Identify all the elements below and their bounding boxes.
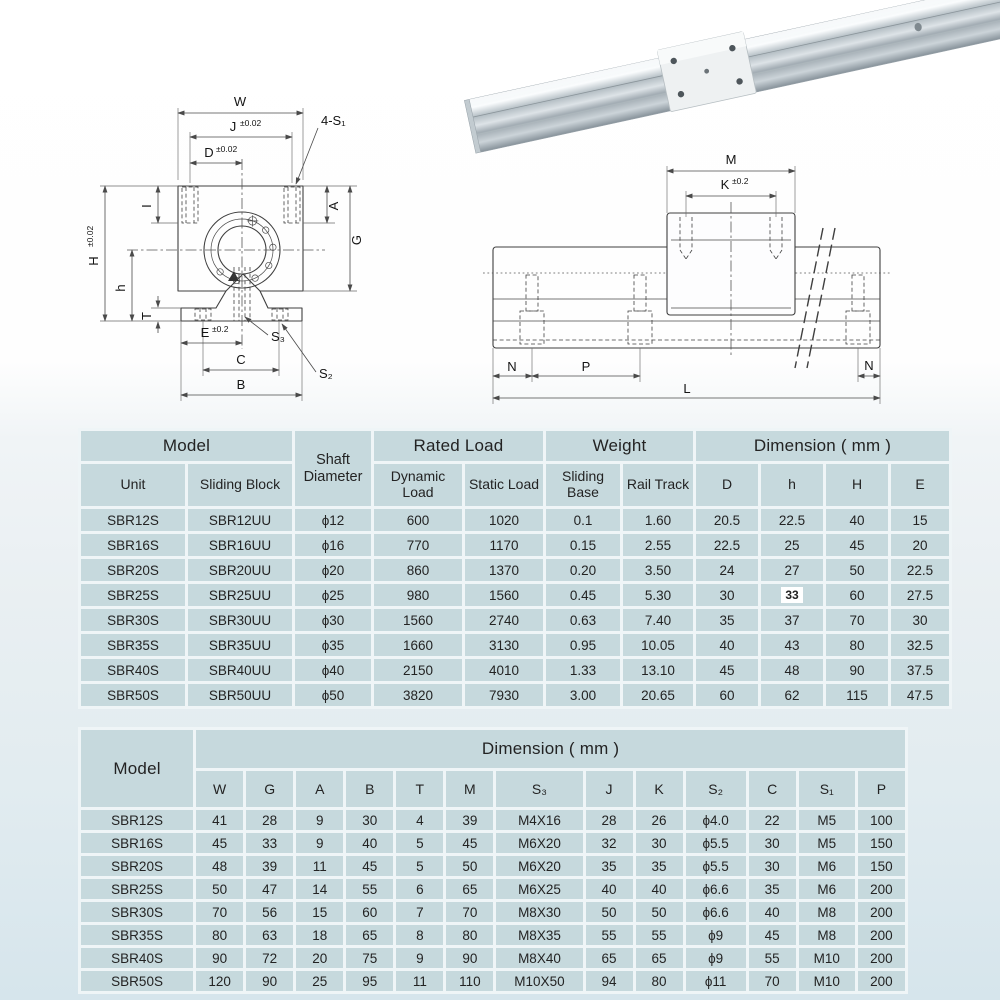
value-cell: 4 [396, 810, 443, 830]
value-cell: 5 [396, 856, 443, 876]
dim-label-a: A [326, 201, 341, 211]
dims-header-model: Model [81, 730, 193, 807]
value-cell: 30 [636, 833, 683, 853]
value-cell: ϕ4.0 [686, 810, 746, 830]
table-row [81, 609, 949, 631]
value-cell: 18 [296, 925, 343, 945]
value-cell: 22.5 [696, 534, 758, 556]
value-cell: 0.95 [546, 634, 620, 656]
table-row [81, 833, 905, 853]
value-cell: 8 [396, 925, 443, 945]
dimension-table-body [81, 810, 905, 991]
value-cell: 1.33 [546, 659, 620, 681]
value-cell: 40 [826, 509, 888, 531]
value-cell: 7930 [465, 684, 543, 706]
value-cell: 27.5 [891, 584, 949, 606]
value-cell: 80 [446, 925, 493, 945]
table-row [81, 584, 949, 606]
patched-value: 33 [781, 587, 802, 603]
model-cell: SBR35S [81, 634, 185, 656]
value-cell: 3.50 [623, 559, 693, 581]
model-cell: SBR20S [81, 856, 193, 876]
value-cell: 65 [446, 879, 493, 899]
dims-header-c: C [749, 771, 796, 807]
value-cell: 80 [636, 971, 683, 991]
dims-header-s2: S₂ [686, 771, 746, 807]
value-cell: 43 [761, 634, 823, 656]
dims-header-dimension: Dimension ( mm ) [196, 730, 905, 768]
value-cell: 1.60 [623, 509, 693, 531]
value-cell: 40 [696, 634, 758, 656]
value-cell: 1560 [465, 584, 543, 606]
table-row [81, 659, 949, 681]
value-cell: 110 [446, 971, 493, 991]
model-cell: SBR50S [81, 971, 193, 991]
value-cell: 90 [826, 659, 888, 681]
dimension-lines [105, 113, 350, 395]
table-row [81, 634, 949, 656]
value-cell: 200 [858, 879, 905, 899]
value-cell: 9 [296, 833, 343, 853]
dims-header-k: K [636, 771, 683, 807]
dims-header-b: B [346, 771, 393, 807]
value-cell: 5.30 [623, 584, 693, 606]
value-cell: 9 [396, 948, 443, 968]
dims-header-w: W [196, 771, 243, 807]
value-cell: 13.10 [623, 659, 693, 681]
dims-header-g: G [246, 771, 293, 807]
value-cell: 94 [586, 971, 633, 991]
model-cell: SBR50S [81, 684, 185, 706]
value-cell: 35 [749, 879, 796, 899]
value-cell: ϕ9 [686, 925, 746, 945]
table-row [81, 948, 905, 968]
value-cell: 30 [749, 856, 796, 876]
model-cell: SBR12S [81, 509, 185, 531]
spec-header-static-load: Static Load [465, 464, 543, 506]
value-cell: 35 [636, 856, 683, 876]
value-cell: 45 [696, 659, 758, 681]
value-cell: ϕ5.5 [686, 856, 746, 876]
break-line-2 [807, 228, 835, 368]
value-cell: 55 [636, 925, 683, 945]
value-cell: 200 [858, 948, 905, 968]
block-base-outline [181, 291, 302, 321]
dim-label-d: D [204, 145, 214, 160]
value-cell: 100 [858, 810, 905, 830]
spec-header-h-upper: H [826, 464, 888, 506]
bearing-balls [217, 227, 276, 284]
spec-header-d: D [696, 464, 758, 506]
spec-header-rail-track: Rail Track [623, 464, 693, 506]
table-row [81, 509, 949, 531]
value-cell: ϕ12 [295, 509, 371, 531]
value-cell: 0.20 [546, 559, 620, 581]
dim-label-b: B [236, 377, 246, 392]
value-cell: SBR50UU [188, 684, 292, 706]
value-cell: 2740 [465, 609, 543, 631]
value-cell: 50 [446, 856, 493, 876]
dim-label-l: L [683, 381, 691, 396]
dim-label-4s1: 4-S₁ [321, 113, 346, 128]
spec-header-dynamic-load: Dynamic Load [374, 464, 462, 506]
value-cell: M6 [799, 879, 855, 899]
table-row [81, 534, 949, 556]
spec-header-row-2 [81, 464, 949, 506]
value-cell: 70 [196, 902, 243, 922]
dim-label-i: I [139, 204, 154, 208]
value-cell: 60 [346, 902, 393, 922]
value-cell: 2.55 [623, 534, 693, 556]
value-cell: 65 [346, 925, 393, 945]
rail-side-view-diagram [475, 140, 1000, 410]
value-cell: 48 [196, 856, 243, 876]
value-cell: 45 [346, 856, 393, 876]
value-cell: 115 [826, 684, 888, 706]
value-cell: 50 [586, 902, 633, 922]
value-cell: SBR16UU [188, 534, 292, 556]
value-cell: 30 [749, 833, 796, 853]
model-cell: SBR40S [81, 948, 193, 968]
dim-label-k: K [720, 177, 730, 192]
value-cell: SBR20UU [188, 559, 292, 581]
break-line [795, 228, 823, 368]
dim-label-p: P [581, 359, 591, 374]
value-cell: M8X35 [496, 925, 582, 945]
value-cell: 120 [196, 971, 243, 991]
value-cell: 70 [446, 902, 493, 922]
value-cell: SBR12UU [188, 509, 292, 531]
value-cell: 56 [246, 902, 293, 922]
value-cell: 35 [696, 609, 758, 631]
spec-table-body [81, 509, 949, 706]
top-bolt-holes [182, 187, 300, 223]
model-cell: SBR40S [81, 659, 185, 681]
base-bolt-holes [195, 308, 288, 321]
dim-tol-d: ±0.02 [216, 144, 238, 154]
value-cell: 60 [696, 684, 758, 706]
value-cell: 33 [246, 833, 293, 853]
value-cell: 1370 [465, 559, 543, 581]
value-cell: 28 [586, 810, 633, 830]
dims-header-row-2 [81, 771, 905, 807]
value-cell: 72 [246, 948, 293, 968]
value-cell: 50 [196, 879, 243, 899]
value-cell: 55 [749, 948, 796, 968]
value-cell: M6X25 [496, 879, 582, 899]
value-cell: 20.65 [623, 684, 693, 706]
value-cell: 37 [761, 609, 823, 631]
value-cell: 15 [891, 509, 949, 531]
dimension-table [78, 727, 908, 994]
value-cell: 2150 [374, 659, 462, 681]
ball-target-mark [247, 215, 258, 226]
value-cell: 40 [346, 833, 393, 853]
dim-label-s3: S₃ [271, 329, 285, 344]
value-cell: 90 [246, 971, 293, 991]
value-cell: M4X16 [496, 810, 582, 830]
value-cell: 14 [296, 879, 343, 899]
table-row [81, 559, 949, 581]
value-cell: 70 [826, 609, 888, 631]
value-cell: 7 [396, 902, 443, 922]
model-cell: SBR25S [81, 584, 185, 606]
value-cell: 32.5 [891, 634, 949, 656]
value-cell: 50 [636, 902, 683, 922]
model-cell: SBR25S [81, 879, 193, 899]
dims-header-t: T [396, 771, 443, 807]
dims-header-p: P [858, 771, 905, 807]
table-row [81, 925, 905, 945]
value-cell: M8X30 [496, 902, 582, 922]
value-cell: M6X20 [496, 856, 582, 876]
value-cell: 45 [749, 925, 796, 945]
value-cell: 600 [374, 509, 462, 531]
value-cell: 0.15 [546, 534, 620, 556]
value-cell: 32 [586, 833, 633, 853]
value-cell: 75 [346, 948, 393, 968]
value-cell: 200 [858, 925, 905, 945]
rail-product-photo [460, 0, 1000, 160]
value-cell: SBR35UU [188, 634, 292, 656]
value-cell: ϕ25 [295, 584, 371, 606]
value-cell: 30 [346, 810, 393, 830]
value-cell: M10 [799, 948, 855, 968]
dim-label-w: W [233, 94, 247, 109]
value-cell: 30 [891, 609, 949, 631]
dim-tol-e: ±0.2 [212, 324, 229, 334]
value-cell: 22.5 [891, 559, 949, 581]
value-cell: 62 [761, 684, 823, 706]
value-cell: M8X40 [496, 948, 582, 968]
value-cell: 20 [296, 948, 343, 968]
value-cell: 40 [636, 879, 683, 899]
value-cell: 11 [396, 971, 443, 991]
value-cell: ϕ9 [686, 948, 746, 968]
dim-label-n-right: N [864, 358, 874, 373]
value-cell: 770 [374, 534, 462, 556]
table-row [81, 879, 905, 899]
value-cell: 22 [749, 810, 796, 830]
value-cell: 5 [396, 833, 443, 853]
value-cell: SBR40UU [188, 659, 292, 681]
dim-label-s2: S₂ [319, 366, 333, 381]
spec-table [78, 428, 952, 709]
dim-label-H: H [86, 256, 101, 266]
value-cell: 28 [246, 810, 293, 830]
value-cell: 0.1 [546, 509, 620, 531]
value-cell: 65 [636, 948, 683, 968]
value-cell: M5 [799, 833, 855, 853]
spec-header-dimension: Dimension ( mm ) [696, 431, 949, 461]
value-cell: 70 [749, 971, 796, 991]
spec-header-rated-load: Rated Load [374, 431, 543, 461]
value-cell [761, 584, 823, 606]
value-cell: 25 [296, 971, 343, 991]
dims-header-row-1 [81, 730, 905, 768]
value-cell: ϕ6.6 [686, 902, 746, 922]
value-cell: 25 [761, 534, 823, 556]
value-cell: 95 [346, 971, 393, 991]
value-cell: 45 [826, 534, 888, 556]
value-cell: M6X20 [496, 833, 582, 853]
value-cell: ϕ6.6 [686, 879, 746, 899]
model-cell: SBR12S [81, 810, 193, 830]
model-cell: SBR30S [81, 902, 193, 922]
value-cell: 150 [858, 833, 905, 853]
value-cell: ϕ11 [686, 971, 746, 991]
value-cell: 200 [858, 902, 905, 922]
value-cell: 63 [246, 925, 293, 945]
value-cell: 9 [296, 810, 343, 830]
value-cell: 27 [761, 559, 823, 581]
dims-header-m: M [446, 771, 493, 807]
block-front-view-diagram [55, 75, 405, 415]
value-cell: ϕ30 [295, 609, 371, 631]
value-cell: 15 [296, 902, 343, 922]
section-arrow [228, 271, 239, 281]
value-cell: SBR25UU [188, 584, 292, 606]
spec-header-sliding-base: Sliding Base [546, 464, 620, 506]
value-cell: 35 [586, 856, 633, 876]
value-cell: 3820 [374, 684, 462, 706]
model-cell: SBR16S [81, 534, 185, 556]
spec-header-h-lower: h [761, 464, 823, 506]
dim-label-g: G [349, 234, 364, 246]
value-cell: 80 [196, 925, 243, 945]
value-cell: 4010 [465, 659, 543, 681]
value-cell: 980 [374, 584, 462, 606]
table-row [81, 684, 949, 706]
value-cell: 22.5 [761, 509, 823, 531]
value-cell: 90 [196, 948, 243, 968]
value-cell: 90 [446, 948, 493, 968]
dim-label-h: h [113, 284, 128, 292]
model-cell: SBR35S [81, 925, 193, 945]
dims-header-s1: S₁ [799, 771, 855, 807]
value-cell: 55 [346, 879, 393, 899]
value-cell: 26 [636, 810, 683, 830]
value-cell: 20 [891, 534, 949, 556]
value-cell: M10 [799, 971, 855, 991]
dims-header-a: A [296, 771, 343, 807]
value-cell: ϕ20 [295, 559, 371, 581]
value-cell: 1660 [374, 634, 462, 656]
spec-header-e: E [891, 464, 949, 506]
table-row [81, 810, 905, 830]
value-cell: 0.63 [546, 609, 620, 631]
value-cell: ϕ35 [295, 634, 371, 656]
value-cell: 48 [761, 659, 823, 681]
value-cell: 65 [586, 948, 633, 968]
dims-header-j: J [586, 771, 633, 807]
value-cell: 0.45 [546, 584, 620, 606]
dim-label-n-left: N [507, 359, 517, 374]
value-cell: 80 [826, 634, 888, 656]
value-cell: ϕ5.5 [686, 833, 746, 853]
value-cell: ϕ40 [295, 659, 371, 681]
value-cell: 7.40 [623, 609, 693, 631]
value-cell: M8 [799, 902, 855, 922]
value-cell: 45 [446, 833, 493, 853]
value-cell: 47 [246, 879, 293, 899]
dims-header-s3: S₃ [496, 771, 582, 807]
value-cell: ϕ16 [295, 534, 371, 556]
dim-label-m: M [725, 152, 737, 167]
value-cell: 60 [826, 584, 888, 606]
value-cell: 30 [696, 584, 758, 606]
value-cell: 1560 [374, 609, 462, 631]
dim-label-c: C [236, 352, 246, 367]
value-cell: 24 [696, 559, 758, 581]
value-cell: 6 [396, 879, 443, 899]
value-cell: ϕ50 [295, 684, 371, 706]
value-cell: 40 [749, 902, 796, 922]
value-cell: 45 [196, 833, 243, 853]
table-row [81, 971, 905, 991]
dim-label-j: J [229, 119, 237, 134]
value-cell: 41 [196, 810, 243, 830]
value-cell: 1020 [465, 509, 543, 531]
value-cell: M6 [799, 856, 855, 876]
model-cell: SBR20S [81, 559, 185, 581]
value-cell: 3.00 [546, 684, 620, 706]
dim-label-t: T [139, 312, 154, 320]
dim-tol-k: ±0.2 [732, 176, 749, 186]
value-cell: M10X50 [496, 971, 582, 991]
value-cell: 10.05 [623, 634, 693, 656]
model-cell: SBR30S [81, 609, 185, 631]
value-cell: 50 [826, 559, 888, 581]
value-cell: M8 [799, 925, 855, 945]
dim-tol-H: ±0.02 [85, 225, 95, 247]
table-row [81, 856, 905, 876]
spec-header-weight: Weight [546, 431, 693, 461]
value-cell: 150 [858, 856, 905, 876]
value-cell: 3130 [465, 634, 543, 656]
spec-header-unit: Unit [81, 464, 185, 506]
table-row [81, 902, 905, 922]
value-cell: 20.5 [696, 509, 758, 531]
value-cell: 39 [446, 810, 493, 830]
value-cell: 1170 [465, 534, 543, 556]
dim-tol-j: ±0.02 [240, 118, 262, 128]
value-cell: SBR30UU [188, 609, 292, 631]
value-cell: M5 [799, 810, 855, 830]
value-cell: 55 [586, 925, 633, 945]
value-cell: 47.5 [891, 684, 949, 706]
value-cell: 40 [586, 879, 633, 899]
spec-header-sliding-block: Sliding Block [188, 464, 292, 506]
value-cell: 39 [246, 856, 293, 876]
value-cell: 11 [296, 856, 343, 876]
dim-label-e: E [200, 325, 210, 340]
spec-header-row-1 [81, 431, 949, 461]
spec-header-shaft-diameter: Shaft Diameter [295, 431, 371, 506]
value-cell: 200 [858, 971, 905, 991]
spec-header-model: Model [81, 431, 292, 461]
model-cell: SBR16S [81, 833, 193, 853]
value-cell: 860 [374, 559, 462, 581]
value-cell: 37.5 [891, 659, 949, 681]
